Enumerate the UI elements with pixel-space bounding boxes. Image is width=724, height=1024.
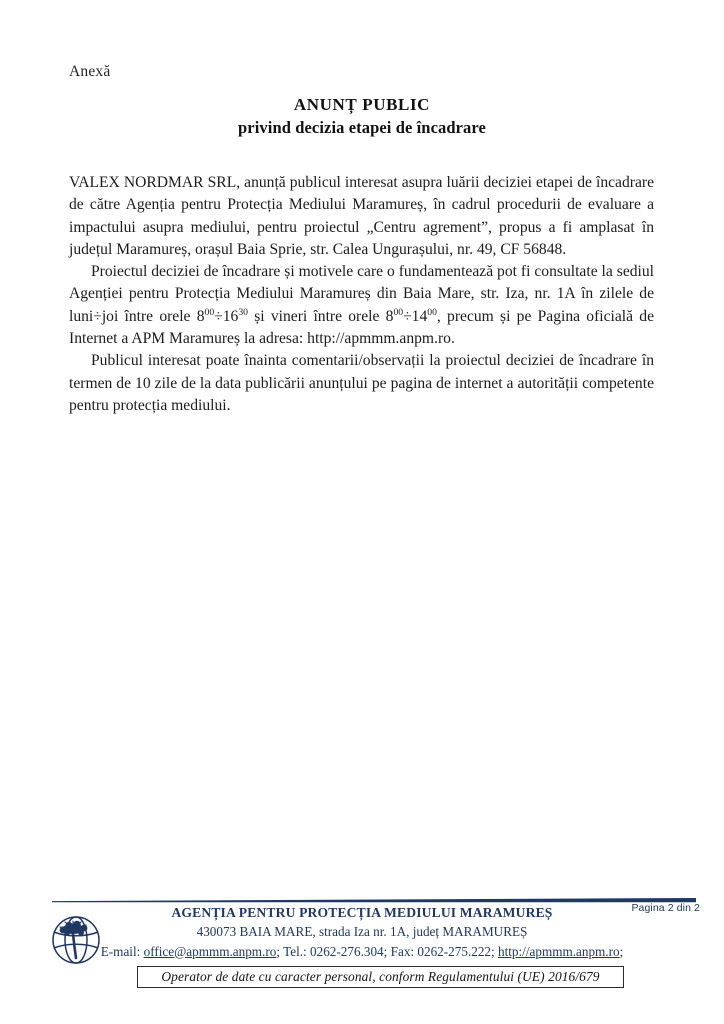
contact-separator-4: ; xyxy=(619,943,624,959)
phone-label: Tel.: xyxy=(283,943,307,959)
fax-label: Fax: xyxy=(390,943,415,959)
email-link[interactable]: office@apmmm.anpm.ro xyxy=(143,943,277,959)
gdpr-notice-box xyxy=(137,966,624,988)
weekday-start-minutes: 00 xyxy=(204,306,215,318)
weekday-end-hour: 16 xyxy=(222,307,239,325)
gdpr-notice-text: Operator de date cu caracter personal, conform Regulamentului (UE) 2016/679 xyxy=(161,969,600,984)
contact-separator-1: ; xyxy=(276,943,281,959)
paragraph-2-text-after-hours: , precum și pe Pagina oficială de Internet a APM Maramureș la adresa: http://apmmm.anpm.ro. xyxy=(69,307,654,348)
page-subtitle: privind decizia etapei de încadrare xyxy=(238,118,486,138)
paragraph-2 xyxy=(69,261,654,350)
document-body xyxy=(69,172,654,417)
footer-text-block xyxy=(0,904,724,961)
paragraph-1 xyxy=(69,172,654,261)
weekday-start-hour: 8 xyxy=(196,307,205,325)
friday-start-hour: 8 xyxy=(385,307,394,325)
footer-contact-line xyxy=(0,943,724,961)
annex-label: Anexă xyxy=(69,63,111,80)
paragraph-3 xyxy=(69,350,654,417)
hours-separator-1: ÷ xyxy=(214,307,223,325)
page-number: Pagina 2 din 2 xyxy=(631,902,700,914)
hours-separator-2: ÷ xyxy=(403,307,412,325)
paragraph-3-text: Publicul interesat poate înainta comentarii/observații la proiectul deciziei de încadrare în termen de 10 zile de la data publicării anunțului pe pagina de internet a autorității competente pentru protecția mediului. xyxy=(69,352,654,414)
friday-end-hour: 14 xyxy=(411,307,428,325)
phone-value: 0262-276.304 xyxy=(310,943,384,959)
footer-organization: AGENȚIA PENTRU PROTECȚIA MEDIULUI MARAMUREȘ xyxy=(171,905,553,920)
footer-divider xyxy=(52,898,696,903)
website-link[interactable]: http://apmmm.anpm.ro xyxy=(497,943,620,959)
friday-start-minutes: 00 xyxy=(393,306,404,318)
title-block xyxy=(0,94,724,139)
paragraph-1-text: VALEX NORDMAR SRL, anunță publicul interesat asupra luării deciziei etapei de încadrare de către Agenția pentru Protecția Mediului Maramureș, în cadrul procedurii de evaluare a impactului asupra mediului, pentru proiectul „Centru agrement”, propus a fi amplasat în județul Maramureș, orașul Baia Sprie, str. Calea Ungurașului, nr. 49, CF 56848. xyxy=(69,174,654,258)
email-label: E-mail: xyxy=(100,943,141,959)
weekday-end-minutes: 30 xyxy=(238,306,248,318)
friday-end-minutes: 00 xyxy=(427,306,437,318)
page-title: ANUNȚ PUBLIC xyxy=(293,95,431,114)
contact-separator-2: ; xyxy=(383,943,388,959)
contact-separator-3: ; xyxy=(491,943,495,959)
fax-value: 0262-275.222 xyxy=(417,943,492,959)
footer-address: 430073 BAIA MARE, strada Iza nr. 1A, județ MARAMUREȘ xyxy=(196,924,528,940)
paragraph-2-text-between-hours: și vineri între orele xyxy=(247,307,386,325)
paragraph-2-text-before-hours: Proiectul deciziei de încadrare și motivele care o fundamentează pot fi consultate la sediul Agenției pentru Protecția Mediului Maramureș din Baia Mare, str. Iza, nr. 1A în zilele de luni÷joi între orele xyxy=(69,263,654,325)
